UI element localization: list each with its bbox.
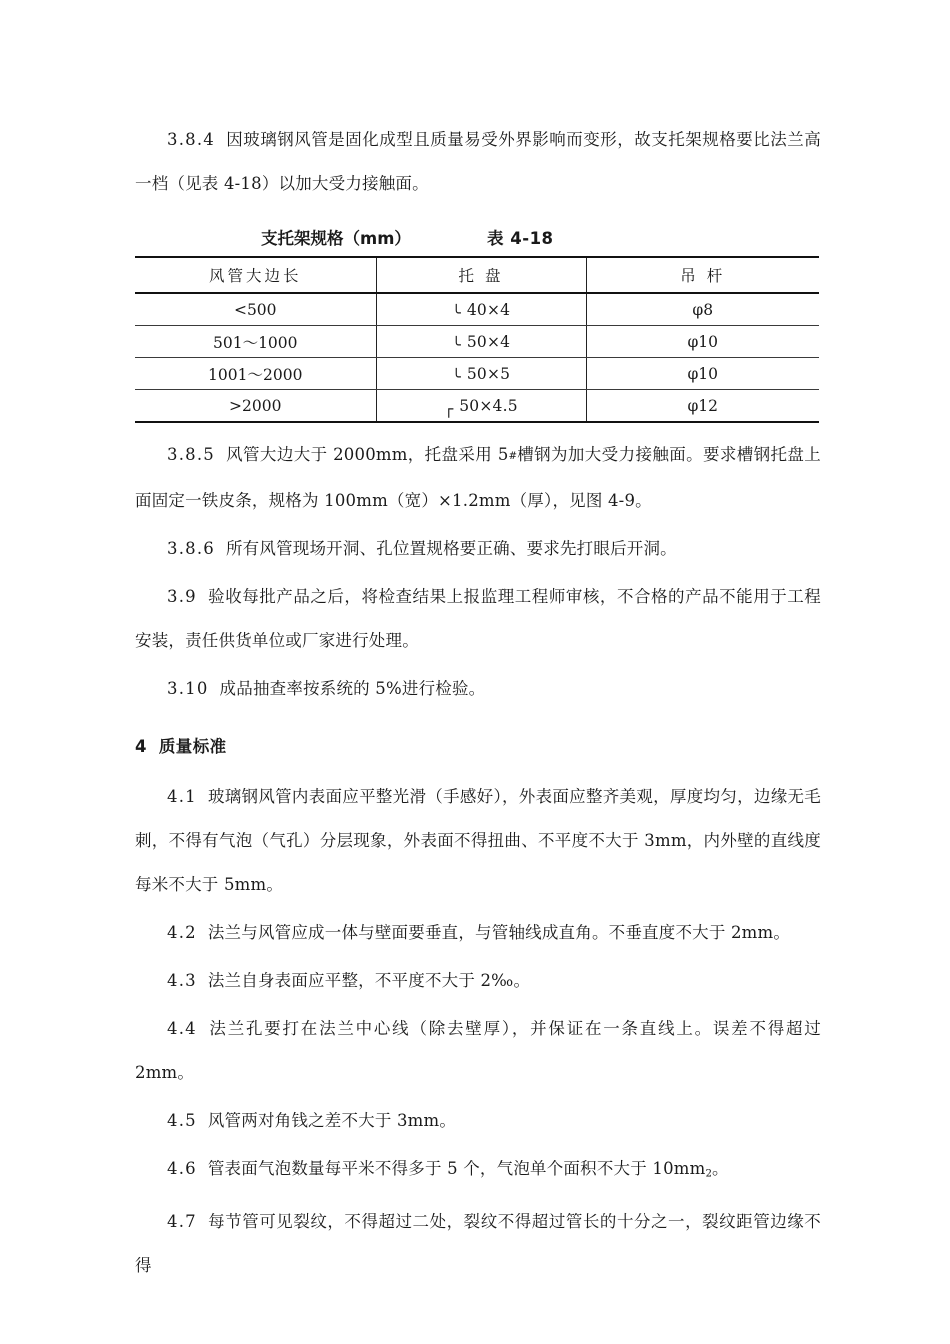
paragraph-number: 3.8.6 [167,538,215,558]
paragraph-text: 所有风管现场开洞、孔位置规格要正确、要求先打眼后开洞。 [225,538,677,558]
page-content [135,118,821,1292]
paragraph-number: 4.2 [167,922,197,942]
cell-rod: φ12 [586,390,819,423]
table-row [135,358,819,390]
paragraph-text: 验收每批产品之后，将检查结果上报监理工程师审核，不合格的产品不能用于工程安装，责任供货单位或厂家进行处理。 [135,586,821,650]
cell-tray [376,293,586,326]
paragraph-4-1 [135,775,821,907]
table-caption [135,222,821,256]
table-caption-number: 表 4-18 [487,229,554,248]
angle-steel-icon [452,336,461,354]
paragraph-3-9 [135,575,821,663]
cell-duct-size: 501～1000 [135,326,376,358]
paragraph-number: 3.8.5 [167,445,215,464]
paragraph-number: 4.4 [167,1018,197,1038]
section-heading-quality-standard [135,725,821,769]
paragraph-text: 玻璃钢风管内表面应平整光滑（手感好），外表面应整齐美观，厚度均匀，边缘无毛刺，不得有气泡（气孔）分层现象，外表面不得扭曲、不平度不大于 3mm，内外壁的直线度每米不大于 5mm。 [135,786,821,894]
paragraph-text: 法兰自身表面应平整，不平度不大于 2‰。 [207,970,531,990]
cell-rod: φ10 [586,358,819,390]
cell-rod: φ10 [586,326,819,358]
paragraph-text: 法兰孔要打在法兰中心线（除去壁厚），并保证在一条直线上。误差不得超过 2mm。 [135,1018,821,1082]
angle-steel-icon [452,368,461,386]
paragraph-text-after-sup: 槽钢为加大受力接触面。要求槽钢托盘上面固定一铁皮条，规格为 100mm（宽）×1.2mm（厚），见图 4-9。 [135,445,821,510]
paragraph-4-4 [135,1007,821,1095]
section-number: 4 [135,736,147,756]
paragraph-text: 成品抽查率按系统的 5%进行检验。 [219,678,486,698]
cell-tray-value: 40×4 [466,300,511,319]
cell-tray-value: 50×5 [466,364,511,383]
paragraph-number: 4.7 [167,1212,197,1232]
table-header-row [135,257,819,293]
paragraph-number: 3.9 [167,586,197,606]
paragraph-number: 4.3 [167,970,197,990]
cell-tray-value: 50×4.5 [459,396,518,415]
support-spec-table [135,256,819,423]
paragraph-number: 4.6 [167,1158,197,1178]
hash-superscript: # [508,450,518,462]
cell-tray [376,358,586,390]
paragraph-text: 法兰与风管应成一体与壁面要垂直，与管轴线成直角。不垂直度不大于 2mm。 [207,922,791,942]
square-subscript: 2 [705,1168,712,1180]
paragraph-4-5 [135,1099,821,1143]
paragraph-text: 风管两对角钱之差不大于 3mm。 [207,1110,457,1130]
cell-tray-value: 50×4 [466,332,511,351]
angle-steel-icon [452,304,461,322]
paragraph-text-after-sub: 。 [711,1158,729,1178]
paragraph-text: 因玻璃钢风管是固化成型且质量易受外界影响而变形，故支托架规格要比法兰高一档（见表 4-18）以加大受力接触面。 [135,130,821,193]
table-row [135,293,819,326]
channel-steel-icon [444,400,453,418]
paragraph-3-10 [135,667,821,711]
paragraph-text: 每节管可见裂纹，不得超过二处，裂纹不得超过管长的十分之一，裂纹距管边缘不得 [135,1212,821,1276]
spec-table-block [135,222,821,423]
table-header-duct-size: 风管大边长 [135,257,376,293]
paragraph-3-8-6 [135,527,821,571]
cell-tray [376,326,586,358]
paragraph-4-7 [135,1200,821,1288]
table-caption-title: 支托架规格（mm） [261,229,411,248]
table-header-rod: 吊 杆 [586,257,819,293]
paragraph-number: 3.8.4 [167,130,215,149]
table-row [135,326,819,358]
cell-tray [376,390,586,423]
paragraph-3-8-4 [135,118,821,206]
paragraph-text-before-sup: 风管大边大于 2000mm，托盘采用 5 [225,445,509,464]
paragraph-number: 4.1 [167,786,197,806]
paragraph-4-2 [135,911,821,955]
section-title: 质量标准 [158,736,227,756]
paragraph-number: 3.10 [167,678,209,698]
paragraph-4-6 [135,1147,821,1196]
paragraph-number: 4.5 [167,1110,197,1130]
paragraph-4-3 [135,959,821,1003]
paragraph-text-before-sub: 管表面气泡数量每平米不得多于 5 个，气泡单个面积不大于 10mm [207,1158,706,1178]
cell-duct-size: <500 [135,293,376,326]
cell-duct-size: 1001～2000 [135,358,376,390]
cell-duct-size: >2000 [135,390,376,423]
table-header-tray: 托 盘 [376,257,586,293]
cell-rod: φ8 [586,293,819,326]
table-row [135,390,819,423]
paragraph-3-8-5 [135,433,821,523]
